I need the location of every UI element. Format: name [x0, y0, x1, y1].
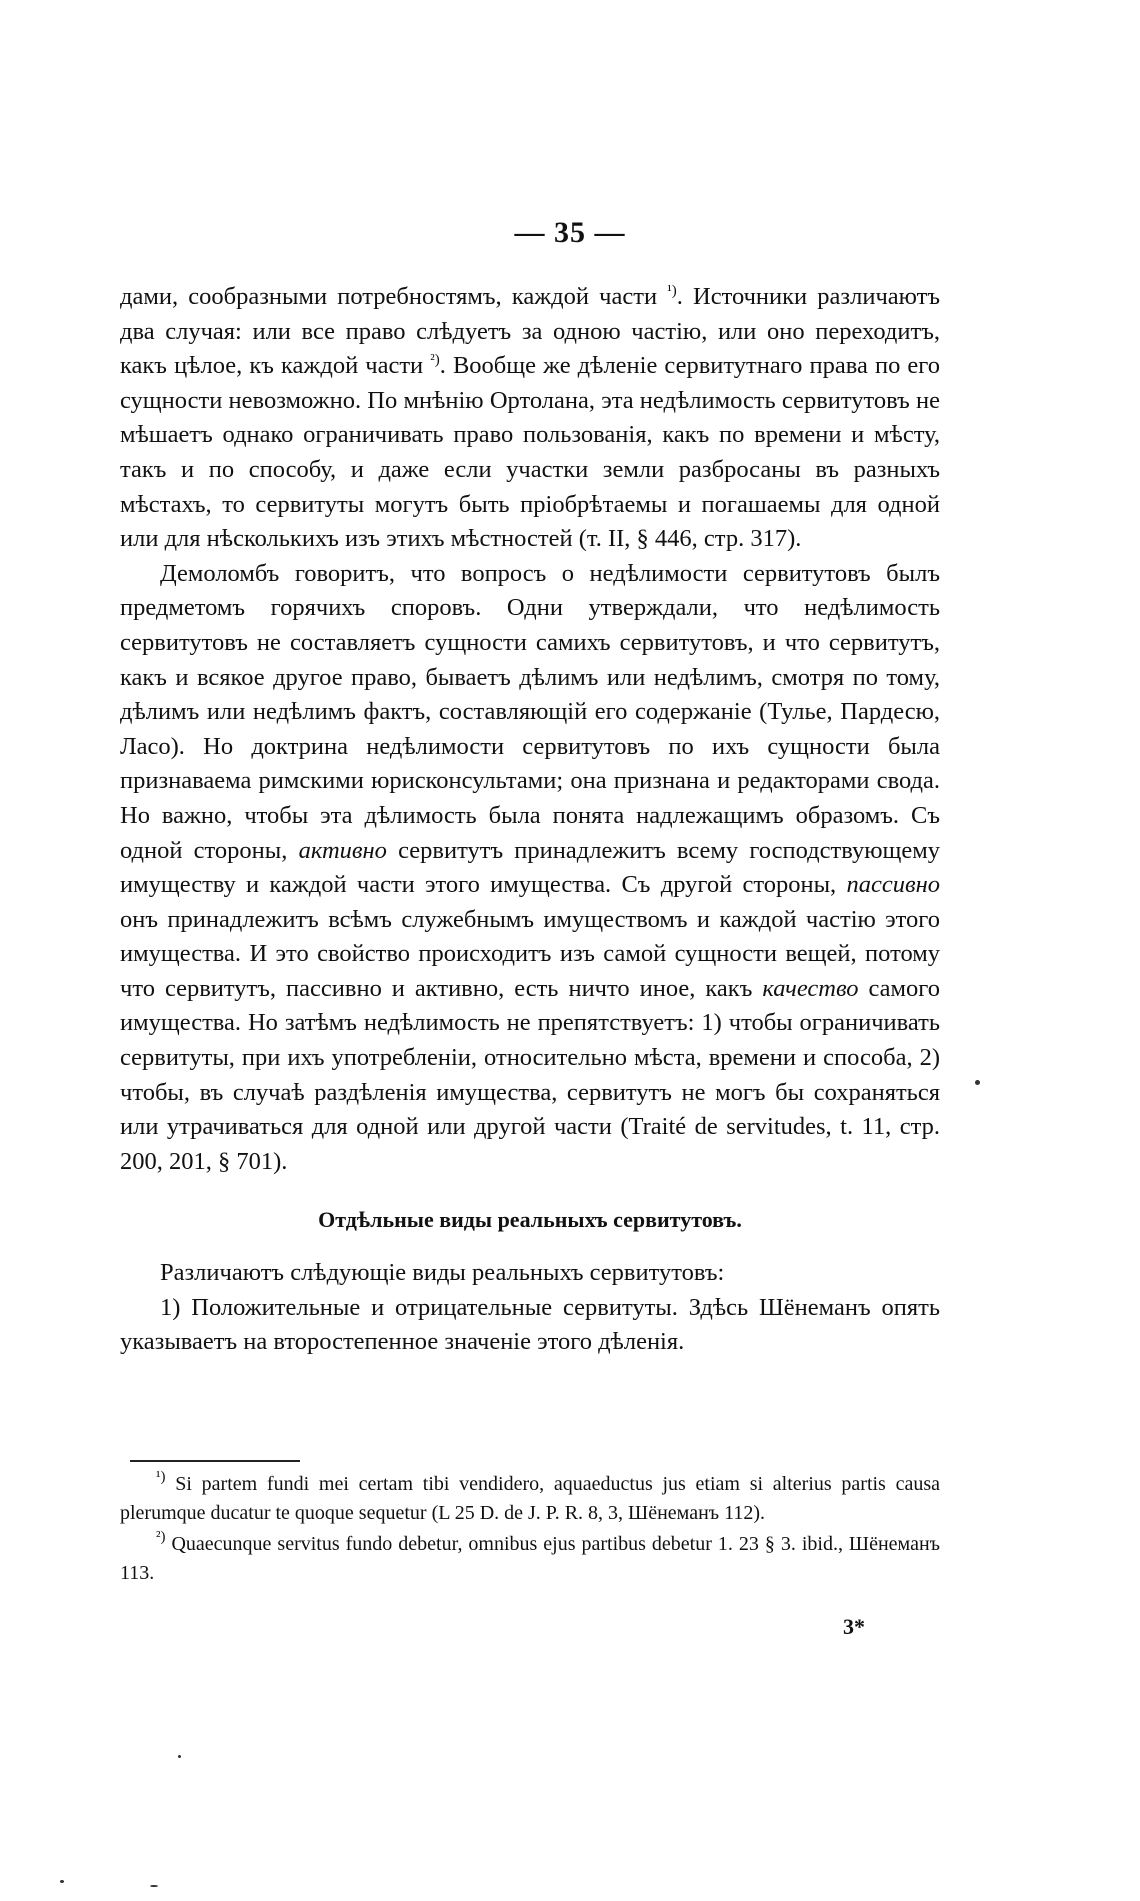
footnote-ref-1: ¹): [667, 283, 677, 299]
scan-speck: [975, 1080, 980, 1085]
scan-speck: [150, 1885, 158, 1887]
footnote-1-text: Si partem fundi mei certam tibi vendidero, aquaeductus jus etiam si alterius partis causa plerumque ducatur te quoque sequetur (L 25 D. de J. P. R. 8, 3, Шёнеманъ 112).: [120, 1473, 940, 1524]
paragraph-4: 1) Положительные и отрицательные сервитуты. Здѣсь Шёнеманъ опять указываетъ на второстепенное значеніе этого дѣленія.: [120, 1293, 940, 1356]
footnote-divider: [130, 1460, 300, 1462]
paragraph-2-part-1: Демоломбъ говоритъ, что вопросъ о недѣлимости сервитутовъ былъ предметомъ горячихъ споровъ. Одни утверждали, что недѣлимость сервитутовъ не составляетъ сущности самихъ сервитутовъ, и что сервитутъ, какъ и всякое другое право, бываетъ дѣлимъ или недѣлимъ, смотря по тому, дѣлимъ или недѣлимъ фактъ, составляющій его содержаніе (Тулье, Пардесю, Ласо). Но доктрина недѣлимости сервитутовъ по ихъ сущности была признаваема римскими юрисконсультами; она признана и редакторами свода. Но важно, чтобы эта дѣлимость была понята надлежащимъ образомъ. Съ одной стороны,: [120, 559, 940, 864]
page-number: — 35 —: [514, 216, 626, 249]
footnote-2-marker: ²): [156, 1529, 166, 1545]
footnote-ref-2: ²): [430, 352, 440, 369]
paragraph-2-part-2: сервитутъ принадлежитъ всему господствующему имуществу и каждой части этого имущества. Съ другой стороны,: [120, 836, 940, 899]
footnote-2: [120, 1530, 940, 1588]
emphasis-passively: пассивно: [846, 871, 940, 899]
paragraph-2-part-4: самого имущества. Но затѣмъ недѣлимость не препятствуетъ: 1) чтобы ограничивать сервитуты, при ихъ употребленіи, относительно мѣста, времени и способа, 2) чтобы, въ случаѣ раздѣленія имущества, сервитутъ не могъ бы сохраняться или утрачиваться для одной или другой части (Traité de servitudes, t. 11, стр. 200, 201, § 701).: [120, 974, 940, 1175]
footnotes: [120, 1470, 940, 1590]
paragraph-3: Различаютъ слѣдующіе виды реальныхъ сервитутовъ:: [160, 1259, 725, 1287]
emphasis-actively: активно: [298, 836, 387, 864]
scan-speck: [178, 1755, 181, 1758]
paragraph-2: [120, 557, 940, 1180]
printer-signature-mark: 3*: [843, 1614, 865, 1639]
body-text: [120, 280, 940, 1360]
emphasis-quality: качество: [762, 974, 859, 1002]
section-heading: Отдѣльные виды реальныхъ сервитутовъ.: [318, 1207, 742, 1233]
paragraph-1: [120, 280, 940, 557]
paragraph-1-part-1: дами, сообразными потребностямъ, каждой части: [120, 283, 668, 310]
footnote-1-marker: ¹): [156, 1469, 166, 1485]
scan-speck: [60, 1880, 64, 1883]
paragraph-1-part-2: . Источники различаютъ два случая: или все право слѣдуетъ за одною частію, или оно переходитъ, какъ цѣлое, къ каждой части: [120, 283, 940, 380]
footnote-2-text: Quaecunque servitus fundo debetur, omnibus ejus partibus debetur 1. 23 § 3. ibid., Шёнеманъ 113.: [120, 1533, 940, 1584]
paragraph-2-part-3: онъ принадлежитъ всѣмъ служебнымъ имуществомъ и каждой частію этого имущества. И это свойство происходитъ изъ самой сущности вещей, потому что сервитутъ, пассивно и активно, есть ничто иное, какъ: [120, 905, 940, 1002]
paragraph-1-part-3: . Вообще же дѣленіе сервитутнаго права по его сущности невозможно. По мнѣнію Ортолана, эта недѣлимость сервитутовъ не мѣшаетъ однако ограничивать право пользованія, какъ по времени и мѣсту, такъ и по способу, и даже если участки земли разбросаны въ разныхъ мѣстахъ, то сервитуты могутъ быть пріобрѣтаемы и погашаемы для одной или для нѣсколькихъ изъ этихъ мѣстностей (т. II, § 446, стр. 317).: [120, 352, 940, 553]
footnote-1: [120, 1470, 940, 1528]
